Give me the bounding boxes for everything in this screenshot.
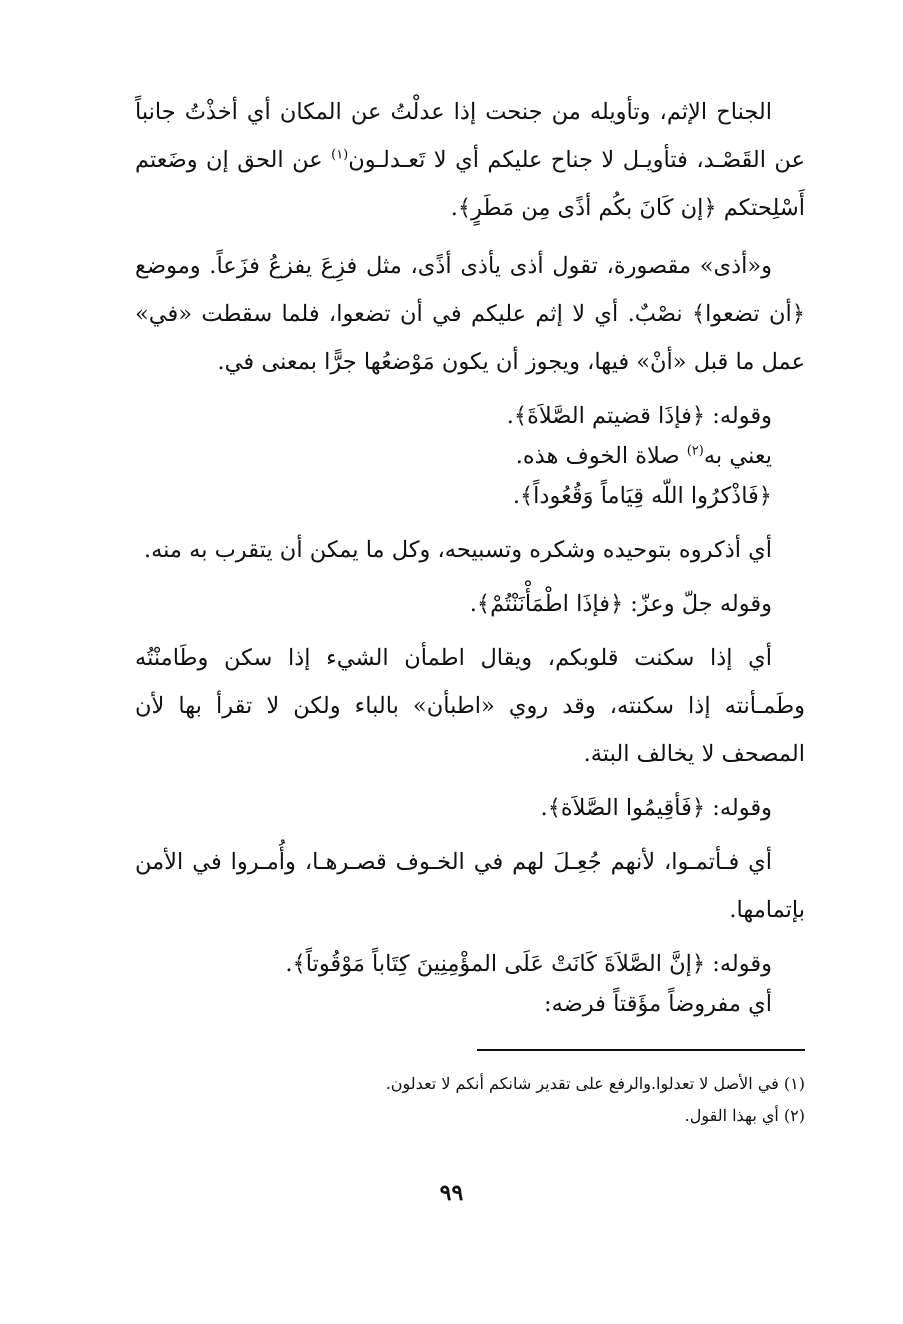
quote-line-1: وقوله: ﴿فإذَا قضيتم الصَّلاَةَ﴾.: [506, 403, 772, 429]
quote-line-6: وقوله: ﴿إنَّ الصَّلاَةَ كَانَتْ عَلَى المؤْمِنِينَ كِتَاباً مَوْقُوتاً﴾.: [285, 951, 772, 977]
page-number: ٩٩: [439, 1180, 464, 1206]
paragraph-1: [135, 88, 805, 232]
quote-line-3: ﴿فَاذْكرُوا اللّه قِيَاماً وَقُعُوداً﴾.: [512, 483, 772, 509]
quote-line-7: أي مفروضاً مؤَقتاً فرضه:: [544, 991, 772, 1017]
paragraph-1-text: الجناح الإثم، وتأويله من جنحت إذا عدلْتُ عن المكان أي أخذْتُ جانباً عن القَصْـد، فتأويـل لا جناح عليكم أي لا تَعـدلـون: [135, 99, 805, 173]
quote-line-2-text: يعني به: [703, 443, 772, 469]
footnote-ref-1: (١): [331, 147, 349, 163]
quote-line-4: وقوله جلّ وعزّ: ﴿فإذَا اطْمَأْنَنْتُمْ﴾.: [469, 591, 772, 617]
paragraph-2: و«أذى» مقصورة، تقول أذى يأذى أذًى، مثل فزِعَ يفزعُ فزَعاً. وموضع ﴿أن تضعوا﴾ نصْبٌ. أي لا إثم عليكم في أن تضعوا، فلما سقطت «في» عمل ما قبل «أنْ» فيها، ويجوز أن يكون مَوْضعُها جرًّا بمعنى في.: [135, 253, 805, 375]
page-body: [135, 88, 805, 1024]
quote-line-5: وقوله: ﴿فَأقِيمُوا الصَّلاَة﴾.: [540, 795, 772, 821]
footnote-1: (١) في الأصل لا تعدلوا.والرفع على تقدير شانكم أنكم لا تعدلون.: [385, 1074, 805, 1093]
quote-line-2-tail: صلاة الخوف هذه.: [515, 443, 680, 469]
paragraph-4: أي إذا سكنت قلوبكم، ويقال اطمأن الشيء إذا سكن وطَامنْتُه وطَمـأنته إذا سكنته، وقد روي «اطبأن» بالباء ولكن لا تقرأ بها لأن المصحف لا يخالف البتة.: [135, 645, 805, 767]
quote-line-2: [135, 436, 805, 476]
paragraph-5: أي فـأتمـوا، لأنهم جُعِـلَ لهم في الخـوف قصـرهـا، وأُمـروا في الأمن بإتمامها.: [135, 849, 805, 923]
footnote-ref-2: (٢): [686, 443, 704, 459]
footnotes: [135, 1068, 805, 1132]
paragraph-1-tail: عن الحق إن وضَعتم أَسْلِحتكم ﴿إن كَانَ بكُم أذًى مِن مَطَرٍ﴾.: [135, 147, 805, 221]
paragraph-3: أي أذكروه بتوحيده وشكره وتسبيحه، وكل ما يمكن أن يتقرب به منه.: [143, 537, 772, 563]
footnote-divider: [477, 1049, 805, 1051]
footnote-2: (٢) أي بهذا القول.: [684, 1106, 805, 1125]
